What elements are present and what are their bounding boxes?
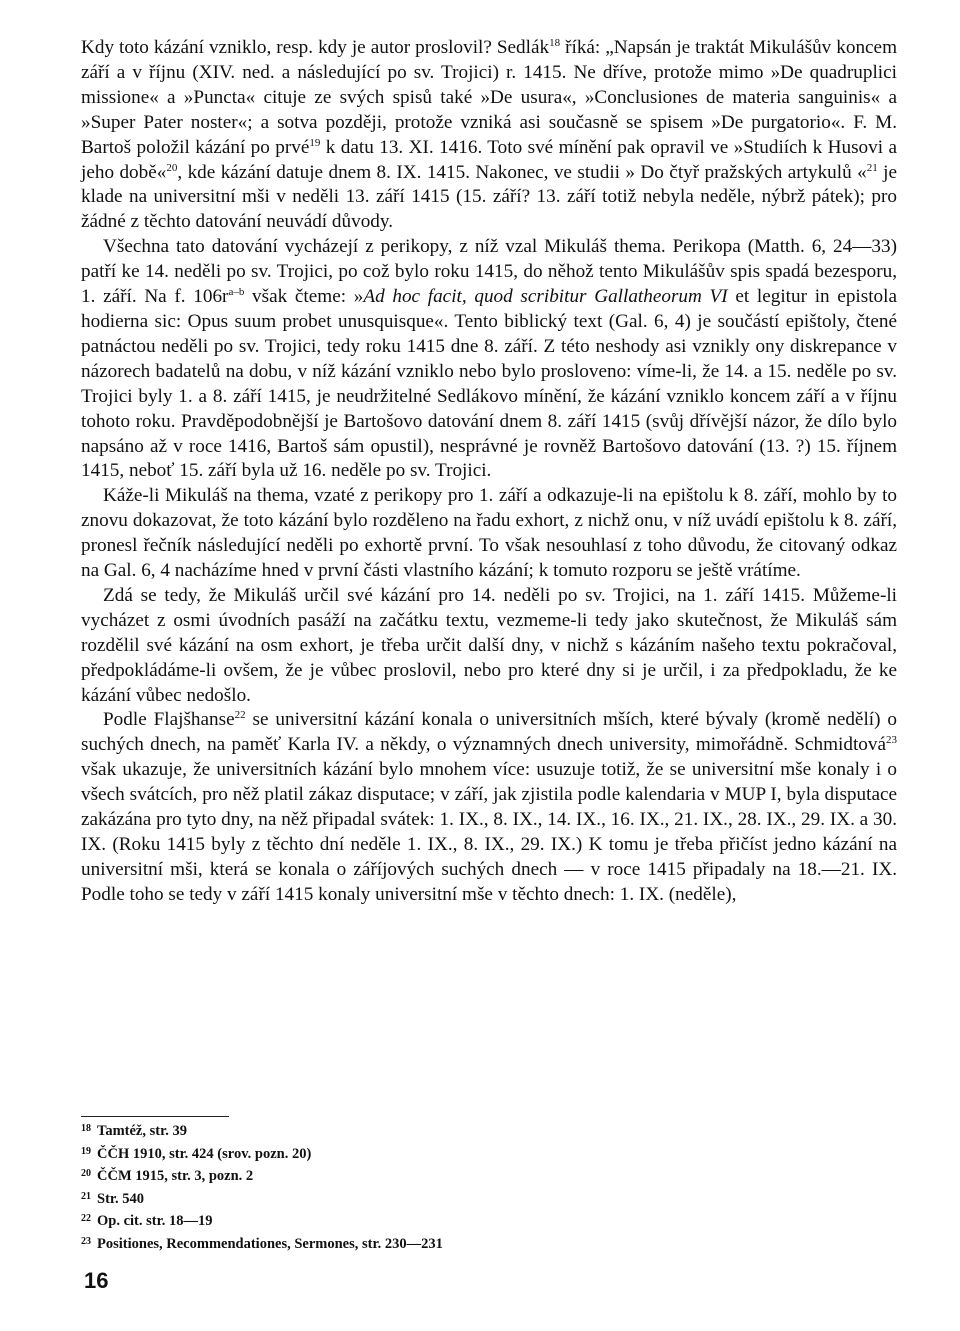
footnote: 18 Tamtéž, str. 39: [81, 1123, 187, 1139]
footnote-ref: 18: [549, 37, 561, 49]
latin-quote: Ad hoc facit, quod scribitur Gallatheorum VI: [363, 286, 728, 308]
paragraph: Podle Flajšhanse$^{22}$ se universitní kázání konala o universitních mších, které bývaly (kromě nedělí) o suchých dnech, na paměť Karla IV. a někdy, o významných dnech university, mimořádně. Schmidtová$^{23}$ však ukazuje, že universitních kázání bylo mnohem více: usuzuje totiž, že se universitní mše konaly i o všech svátcích, pro něž platil zákaz disputace; v září, jak zjistila podle kalendaria v MUP I, byla disputace zakázána pro tyto dny, na něž připadal svátek: 1. IX., 8. IX., 14. IX., 16. IX., 21. IX., 28. IX., 29. IX. a 30. IX. (Roku 1415 byly z těchto dní neděle 1. IX., 8. IX., 29. IX.) K tomu je třeba přičíst jedno kázání na universitní mši, která se konala o záříjových suchých dnech — v roce 1415 připadaly na 18.—21. IX. Podle toho se tedy v září 1415 konaly universitní mše v těchto dnech: 1. IX. (neděle),: [81, 709, 897, 905]
paragraph: Zdá se tedy, že Mikuláš určil své kázání pro 14. neděli po sv. Trojici, na 1. září 1415. Můžeme-li vycházet z osmi úvodních pasáží na začátku textu, vezmeme-li tedy jako skutečnost, že Mikuláš sám rozdělil své kázání na osm exhort, je třeba určit další dny, v nichž s kázáním našeho textu pokračoval, předpokládáme-li ovšem, že je vůbec proslovil, nebo pro které dny si je určil, i za předpokladu, že ke kázání vůbec nedošlo.: [81, 584, 897, 706]
paragraph: Kdy toto kázání vzniklo, resp. kdy je autor proslovil? Sedlák$^{18}$ říká: „Napsán je traktát Mikulášův koncem září a v říjnu (XIV. ned. a následující po sv. Trojici) r. 1415. Ne dříve, protože mimo »De quadruplici missione« a »Puncta« cituje ze svých spisů také »De usura«, »Conclusiones de materia sanguinis« a »Super Pater noster«; a sotva později, protože vzniká asi současně se spisem »De purgatorio«. F. M. Bartoš položil kázání po prvé$^{19}$ k datu 13. XI. 1416. Toto své mínění pak opravil ve »Studiích k Husovi a jeho době«$^{20}$, kde kázání datuje dnem 8. IX. 1415. Nakonec, ve studii » Do čtyř pražských artykulů «$^{21}$ je klade na universitní mši v neděli 13. září 1415 (15. září? 13. září totiž nebyla neděle, nýbrž pátek); pro žádné z těchto datování neuvádí důvody.: [81, 37, 898, 233]
footnote-divider: [81, 1116, 229, 1117]
footnote: 21 Str. 540: [81, 1190, 144, 1207]
footnote-ref: 23: [886, 734, 897, 747]
footnote-ref: 21: [866, 161, 878, 174]
main-text: [81, 36, 897, 908]
footnote: 20 ČČM 1915, str. 3, pozn. 2: [81, 1168, 254, 1184]
footnote-ref: 20: [166, 161, 178, 174]
footnote-ref: 22: [234, 709, 246, 722]
footnote-ref: 19: [309, 136, 321, 149]
folio-superscript: a–b: [228, 286, 245, 299]
footnote: 23 Positiones, Recommendationes, Sermones, str. 230—231: [81, 1235, 443, 1252]
footnote: 19 ČČH 1910, str. 424 (srov. pozn. 20): [81, 1145, 312, 1162]
paragraph: Káže-li Mikuláš na thema, vzaté z perikopy pro 1. září a odkazuje-li na epištolu k 8. září, mohlo by to znovu dokazovat, že toto kázání bylo rozděleno na řadu exhort, z nichž onu, v níž uvádí epištolu k 8. září, pronesl řečník následující neděli po exhortě první. To však nesouhlasí z toho důvodu, že citovaný odkaz na Gal. 6, 4 nacházíme hned v první části vlastního kázání; k tomuto rozporu se ještě vrátíme.: [81, 485, 897, 582]
paragraph: Všechna tato datování vycházejí z perikopy, z níž vzal Mikuláš thema. Perikopa (Matth. 6, 24—33) patří ke 14. neděli po sv. Trojici, po což bylo roku 1415, do něhož tento Mikulášův spis spadá bezesporu, 1. září. Na f. $106r^{a-b}$ však čteme: »Ad hoc facit, quod scribitur Gallatheorum VI et legitur in epistola hodierna sic: Opus suum probet unusquisque«. Tento biblický text (Gal. 6, 4) je součástí epištoly, čtené patnáctou neděli po sv. Trojici, tedy roku 1415 dne 8. září. Z této neshody asi vznikly ony diskrepance v názorech badatelů na dobu, v níž kázání vzniklo nebo bylo prosloveno: víme-li, že 14. a 15. neděle po sv. Trojici byly 1. a 8. září 1415, je neudržitelné Sedlákovo mínění, že kázání vzniklo koncem září a v říjnu tohoto roku. Pravděpodobnější je Bartošovo datování dnem 8. září 1415 (svůj dřívější názor, že dílo bylo napsáno až v roce 1416, Bartoš sám opustil), nesprávné je rovněž Bartošovo datování (13. ?) 15. říjnem 1415, neboť 15. září byla už 16. neděle po sv. Trojici.: [81, 236, 897, 482]
footnote: 22 Op. cit. str. 18—19: [81, 1213, 213, 1229]
footnotes: [81, 1116, 897, 1254]
page-number: 16: [84, 1268, 109, 1293]
